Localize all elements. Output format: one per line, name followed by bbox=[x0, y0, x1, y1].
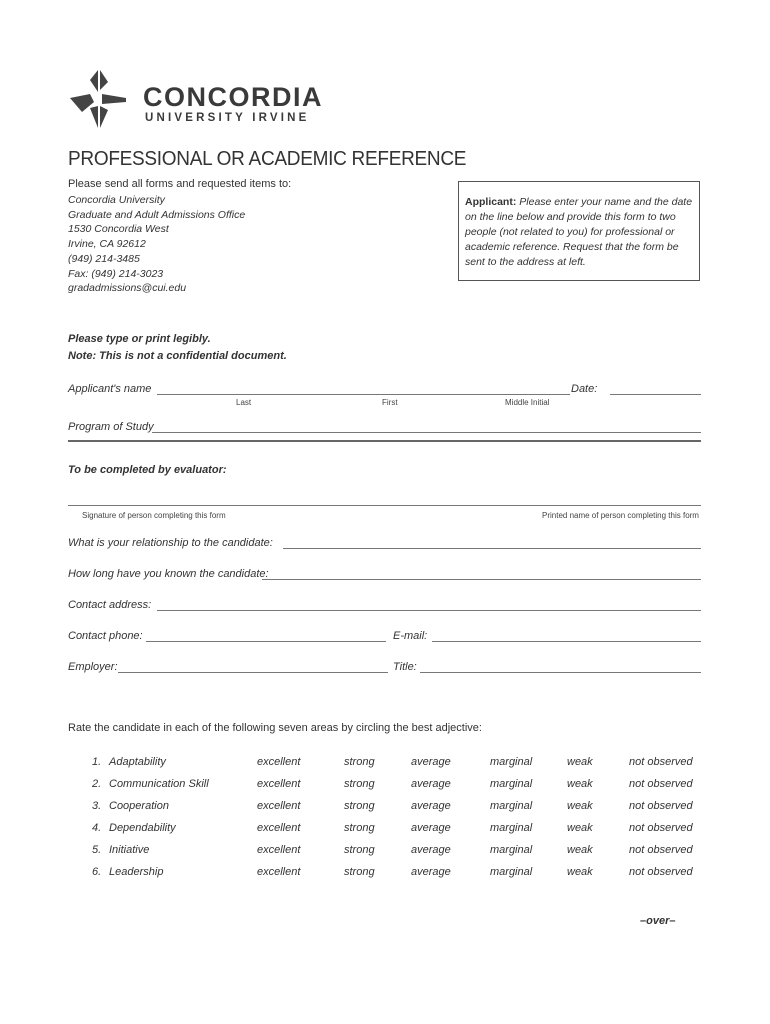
contact-phone-field[interactable] bbox=[146, 641, 386, 642]
option-strong[interactable]: strong bbox=[344, 844, 375, 856]
option-strong[interactable]: strong bbox=[344, 800, 375, 812]
rating-row bbox=[0, 778, 770, 794]
option-strong[interactable]: strong bbox=[344, 756, 375, 768]
rating-instructions: Rate the candidate in each of the following seven areas by circling the best adjective: bbox=[68, 722, 482, 734]
signature-caption: Signature of person completing this form bbox=[82, 511, 226, 520]
program-of-study-label: Program of Study bbox=[68, 421, 154, 433]
option-not-observed[interactable]: not observed bbox=[629, 866, 693, 878]
address-line: gradadmissions@cui.edu bbox=[68, 282, 187, 295]
logo-name: CONCORDIA bbox=[143, 82, 323, 112]
known-duration-label: How long have you known the candidate: bbox=[68, 568, 269, 580]
concordia-cross-logo-icon bbox=[68, 68, 128, 130]
address-line: Irvine, CA 92612 bbox=[68, 238, 146, 251]
employer-label: Employer: bbox=[68, 661, 118, 673]
option-marginal[interactable]: marginal bbox=[490, 778, 533, 790]
program-of-study-field[interactable] bbox=[152, 432, 701, 433]
option-average[interactable]: average bbox=[411, 800, 451, 812]
option-excellent[interactable]: excellent bbox=[257, 866, 301, 878]
option-strong[interactable]: strong bbox=[344, 866, 375, 878]
option-excellent[interactable]: excellent bbox=[257, 844, 301, 856]
signature-field[interactable] bbox=[68, 505, 701, 506]
option-weak[interactable]: weak bbox=[567, 822, 593, 834]
rating-criterion: Dependability bbox=[109, 822, 176, 834]
option-not-observed[interactable]: not observed bbox=[629, 844, 693, 856]
rating-number: 4. bbox=[92, 822, 102, 834]
option-not-observed[interactable]: not observed bbox=[629, 756, 693, 768]
date-label: Date: bbox=[571, 383, 598, 395]
rating-criterion: Adaptability bbox=[109, 756, 166, 768]
rating-criterion: Leadership bbox=[109, 866, 164, 878]
rating-number: 3. bbox=[92, 800, 102, 812]
printed-name-caption: Printed name of person completing this form bbox=[542, 511, 699, 520]
middle-initial-caption: Middle Initial bbox=[505, 398, 550, 407]
option-average[interactable]: average bbox=[411, 756, 451, 768]
applicant-name-field[interactable] bbox=[157, 394, 570, 395]
option-weak[interactable]: weak bbox=[567, 778, 593, 790]
option-marginal[interactable]: marginal bbox=[490, 844, 533, 856]
address-line: Fax: (949) 214-3023 bbox=[68, 267, 164, 280]
option-weak[interactable]: weak bbox=[567, 866, 593, 878]
option-not-observed[interactable]: not observed bbox=[629, 778, 693, 790]
section-divider bbox=[68, 440, 701, 442]
rating-criterion: Communication Skill bbox=[109, 778, 209, 790]
option-weak[interactable]: weak bbox=[567, 756, 593, 768]
rating-row bbox=[0, 800, 770, 816]
option-average[interactable]: average bbox=[411, 822, 451, 834]
evaluator-heading: To be completed by evaluator: bbox=[68, 464, 227, 476]
last-name-caption: Last bbox=[236, 398, 252, 407]
applicant-notice-box bbox=[458, 181, 700, 281]
address-line: Graduate and Adult Admissions Office bbox=[68, 208, 246, 221]
address-line: (949) 214-3485 bbox=[68, 252, 140, 265]
option-excellent[interactable]: excellent bbox=[257, 800, 301, 812]
first-name-caption: First bbox=[382, 398, 398, 407]
rating-number: 6. bbox=[92, 866, 102, 878]
rating-number: 1. bbox=[92, 756, 102, 768]
option-excellent[interactable]: excellent bbox=[257, 778, 301, 790]
option-not-observed[interactable]: not observed bbox=[629, 800, 693, 812]
option-strong[interactable]: strong bbox=[344, 778, 375, 790]
rating-number: 2. bbox=[92, 778, 102, 790]
known-duration-field[interactable] bbox=[262, 579, 701, 580]
contact-address-field[interactable] bbox=[157, 610, 701, 611]
contact-address-label: Contact address: bbox=[68, 599, 152, 611]
option-average[interactable]: average bbox=[411, 866, 451, 878]
title-field[interactable] bbox=[420, 672, 701, 673]
relationship-field[interactable] bbox=[283, 548, 701, 549]
relationship-label: What is your relationship to the candidate: bbox=[68, 537, 273, 549]
option-weak[interactable]: weak bbox=[567, 800, 593, 812]
option-strong[interactable]: strong bbox=[344, 822, 375, 834]
email-label: E-mail: bbox=[393, 630, 428, 642]
rating-row bbox=[0, 756, 770, 772]
option-marginal[interactable]: marginal bbox=[490, 800, 533, 812]
address-line: Concordia University bbox=[68, 194, 165, 206]
option-not-observed[interactable]: not observed bbox=[629, 822, 693, 834]
send-instruction: Please send all forms and requested items to: bbox=[68, 178, 292, 190]
option-weak[interactable]: weak bbox=[567, 844, 593, 856]
notice-label: Applicant: bbox=[465, 196, 517, 208]
option-average[interactable]: average bbox=[411, 844, 451, 856]
page-title: PROFESSIONAL OR ACADEMIC REFERENCE bbox=[68, 148, 467, 170]
address-line: 1530 Concordia West bbox=[68, 223, 169, 236]
title-label: Title: bbox=[393, 661, 417, 673]
employer-field[interactable] bbox=[118, 672, 388, 673]
rating-row bbox=[0, 844, 770, 860]
rating-number: 5. bbox=[92, 844, 102, 856]
option-excellent[interactable]: excellent bbox=[257, 822, 301, 834]
notice-text: Please enter your name and the date on the line below and provide this form to two people (not related to you) for professional or academic reference. Request that the form be sent to the address at left. bbox=[465, 196, 693, 268]
rating-criterion: Initiative bbox=[109, 844, 150, 856]
option-marginal[interactable]: marginal bbox=[490, 756, 533, 768]
option-excellent[interactable]: excellent bbox=[257, 756, 301, 768]
legibly-note: Please type or print legibly. bbox=[68, 333, 211, 345]
rating-row bbox=[0, 866, 770, 882]
option-average[interactable]: average bbox=[411, 778, 451, 790]
confidential-note: Note: This is not a confidential document. bbox=[68, 350, 287, 362]
applicant-name-label: Applicant's name bbox=[68, 383, 152, 395]
rating-criterion: Cooperation bbox=[109, 800, 169, 812]
contact-phone-label: Contact phone: bbox=[68, 630, 143, 642]
option-marginal[interactable]: marginal bbox=[490, 866, 533, 878]
rating-row bbox=[0, 822, 770, 838]
over-indicator: –over– bbox=[640, 915, 676, 927]
date-field[interactable] bbox=[610, 394, 701, 395]
logo-subtitle: UNIVERSITY IRVINE bbox=[145, 112, 310, 124]
option-marginal[interactable]: marginal bbox=[490, 822, 533, 834]
mailing-address bbox=[68, 193, 245, 296]
email-field[interactable] bbox=[432, 641, 701, 642]
